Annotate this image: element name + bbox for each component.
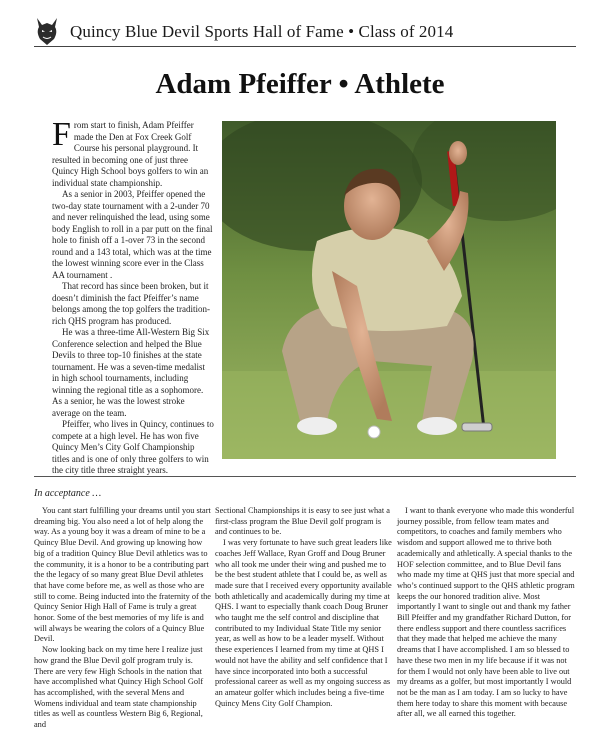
acceptance-paragraph: I want to thank everyone who made this wonderful journey possible, from fellow team mates and competitors, to coaches and family members who wisdom and support allowed me to thrive both academically and athletically. A special thanks to the HOF selection committee, and to Blue Devil fans who made my time at QHS just that more special and who’s continued support to the QHS athletic program keeps the our honored tradition alive. Most importantly I want to single out and thank my father Bill Pfeiffer and my grandfather Richard Dutton, for there endless support and there countless sacrifices that they made that helped me achieve the many dreams that I have accomplished. I am so blessed to have these two men in my life because if it was not for them I would not only have been able to live out my dreams as a golfer, but most importantly I would not be the man as I am today. I am so lucky to have them here today to share this moment with because after all, we all earned this together. bbox=[397, 506, 575, 719]
drop-cap: F bbox=[52, 116, 71, 153]
acceptance-column-1 bbox=[34, 506, 212, 731]
section-divider bbox=[34, 476, 576, 477]
acceptance-paragraph: Sectional Championships it is easy to see just what a first-class program the Blue Devil golf program is and continues to be. bbox=[215, 506, 390, 537]
page-header bbox=[34, 14, 574, 48]
intro-paragraph: From start to finish, Adam Pfeiffer made the Den at Fox Creek Golf Course his personal playground. It resulted in becoming one of just three Quincy High School boys golfers to win an individual state championship. bbox=[52, 116, 209, 188]
intro-paragraph: He was a three-time All-Western Big Six Conference selection and helped the Blue Devils to three top-10 finishes at the state tournament. He was a seven-time medalist in high school tournaments, including winning the regional title as a sophomore. As a senior, he was the lowest stroke average on the team. bbox=[52, 327, 210, 418]
acceptance-paragraph: Now looking back on my time here I realize just how grand the Blue Devil golf program truly is. There are very few High Schools in the nation that have accomplished what Quincy High School Golf has accomplished, with the several Mens and Womens individual and team state championship titles as well as countless Western Big 6, Regional, and bbox=[34, 645, 204, 730]
acceptance-paragraph: I was very fortunate to have such great leaders like coaches Jeff Wallace, Ryan Groff and Doug Bruner who all took me under their wing and pushed me to be the best student athlete that I could be, as well as made sure that I received every opportunity available both athletically and academically during my time at QHS. I want to especially thank coach Doug Bruner who taught me the self control and discipline that contributed to my Individual State Title my senior year, as well as how to be a leader myself. Without these experiences I learned from my time at QHS I would not have the ability and self confidence that I have since incorporated into both a successful professional career as well as my ongoing success as an amateur golfer which includes being a five-time Quincy Mens City Golf Champion. bbox=[215, 538, 392, 708]
acceptance-paragraph: You cant start fulfilling your dreams until you start dreaming big. You also need a lot of help along the way. As a young boy it was a dream of mine to be a Quincy Blue Devil. And growing up knowing how big of a tradition Quincy Blue Devil athletics was to the community, it is a honor to be a contributing part the the legacy of so many great Blue Devil athletes that have come before me, as well as those who are still to come. Being inducted into the fraternity of the Quincy Senior High Hall of Fame is truly a great honor. Some of the best memories of my life is and will always be wearing the colors of a Quincy Blue Devil. bbox=[34, 506, 211, 644]
intro-paragraph: Pfeiffer, who lives in Quincy, continues to compete at a high level. He has won five Quincy Men’s City Golf Championship titles and is one of only three golfers to win the city title three straight years. bbox=[52, 419, 214, 475]
intro-paragraph: As a senior in 2003, Pfeiffer opened the two-day state tournament with a 2-under 70 and never relinquished the lead, using some body English to roll in a par putt on the final hole to finish off a 1-over 73 in the second round and a 143 total, which was at the time the lowest winning score ever in the Class AA tournament . bbox=[52, 189, 213, 280]
header-title: Quincy Blue Devil Sports Hall of Fame • Class of 2014 bbox=[70, 22, 454, 41]
acceptance-column-3 bbox=[397, 506, 575, 720]
header-divider bbox=[34, 46, 576, 47]
acceptance-column-2 bbox=[215, 506, 393, 709]
page-title: Adam Pfeiffer • Athlete bbox=[155, 68, 445, 100]
intro-article bbox=[52, 116, 214, 477]
athlete-photo bbox=[222, 121, 556, 459]
intro-paragraph: That record has since been broken, but it doesn’t diminish the fact Pfeiffer’s name belongs among the top golfers the tradition-rich QHS program has produced. bbox=[52, 281, 210, 326]
blue-devil-mascot-icon bbox=[34, 16, 60, 46]
acceptance-heading: In acceptance … bbox=[34, 488, 102, 499]
